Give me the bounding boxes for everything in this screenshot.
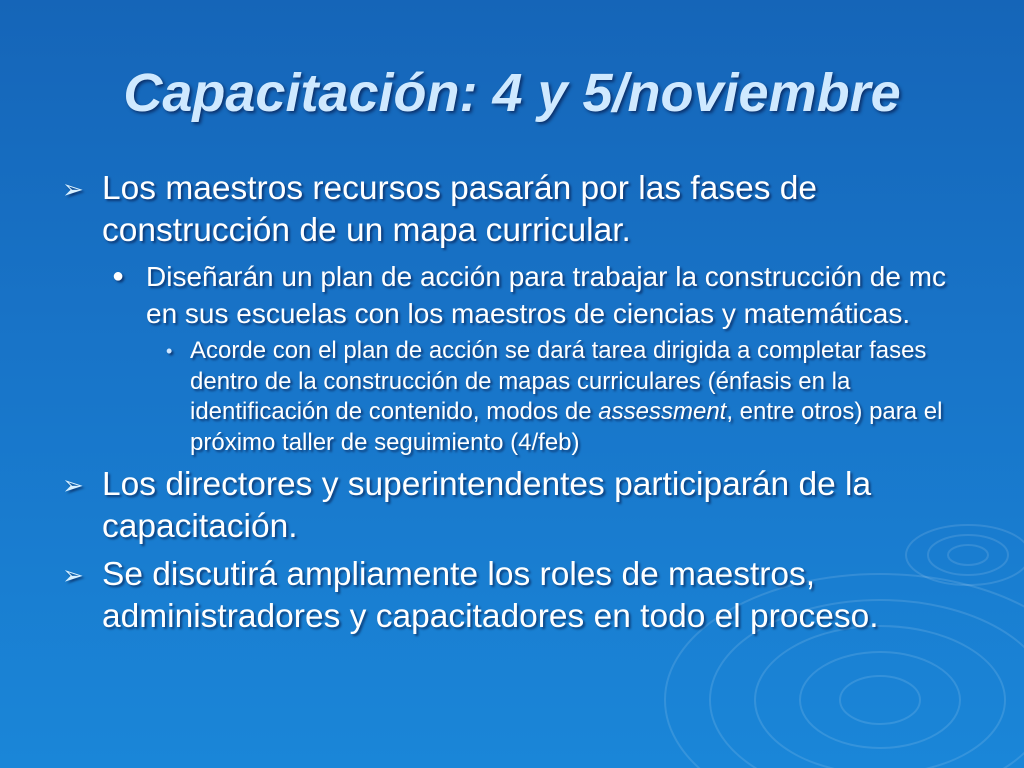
- bullet-item: [60, 464, 980, 548]
- sub-sub-bullet-item: [60, 336, 980, 458]
- bullet-text: Los maestros recursos pasarán por las fases de construcción de un mapa curricular.: [102, 170, 818, 249]
- sub-sub-bullet-text-after: , entre otros) para el próximo taller de seguimiento (4/feb): [190, 398, 943, 456]
- arrow-bullet-icon: ➢: [62, 560, 84, 590]
- sub-bullet-item: [60, 258, 980, 332]
- sub-sub-bullet-text-before: Acorde con el plan de acción se dará tarea dirigida a completar fases dentro de la construcción de mapas curriculares (énfasis en la identificación de contenido, modos de: [190, 337, 927, 425]
- slide-content: [60, 168, 980, 644]
- bullet-item: [60, 168, 980, 252]
- slide-title: Capacitación: 4 y 5/noviembre: [123, 63, 901, 123]
- sub-sub-bullet-text-italic: assessment: [598, 398, 727, 425]
- arrow-bullet-icon: ➢: [62, 470, 84, 500]
- arrow-bullet-icon: ➢: [62, 174, 84, 204]
- bullet-text: Los directores y superintendentes participarán de la capacitación.: [102, 466, 872, 545]
- sub-bullet-text: Diseñarán un plan de acción para trabajar la construcción de mc en sus escuelas con los maestros de ciencias y matemáticas.: [146, 261, 947, 329]
- dot-bullet-icon: ●: [112, 265, 125, 287]
- bullet-text: Se discutirá ampliamente los roles de maestros, administradores y capacitadores en todo el proceso.: [102, 556, 879, 635]
- bullet-item: [60, 554, 980, 638]
- small-dot-bullet-icon: •: [166, 341, 173, 361]
